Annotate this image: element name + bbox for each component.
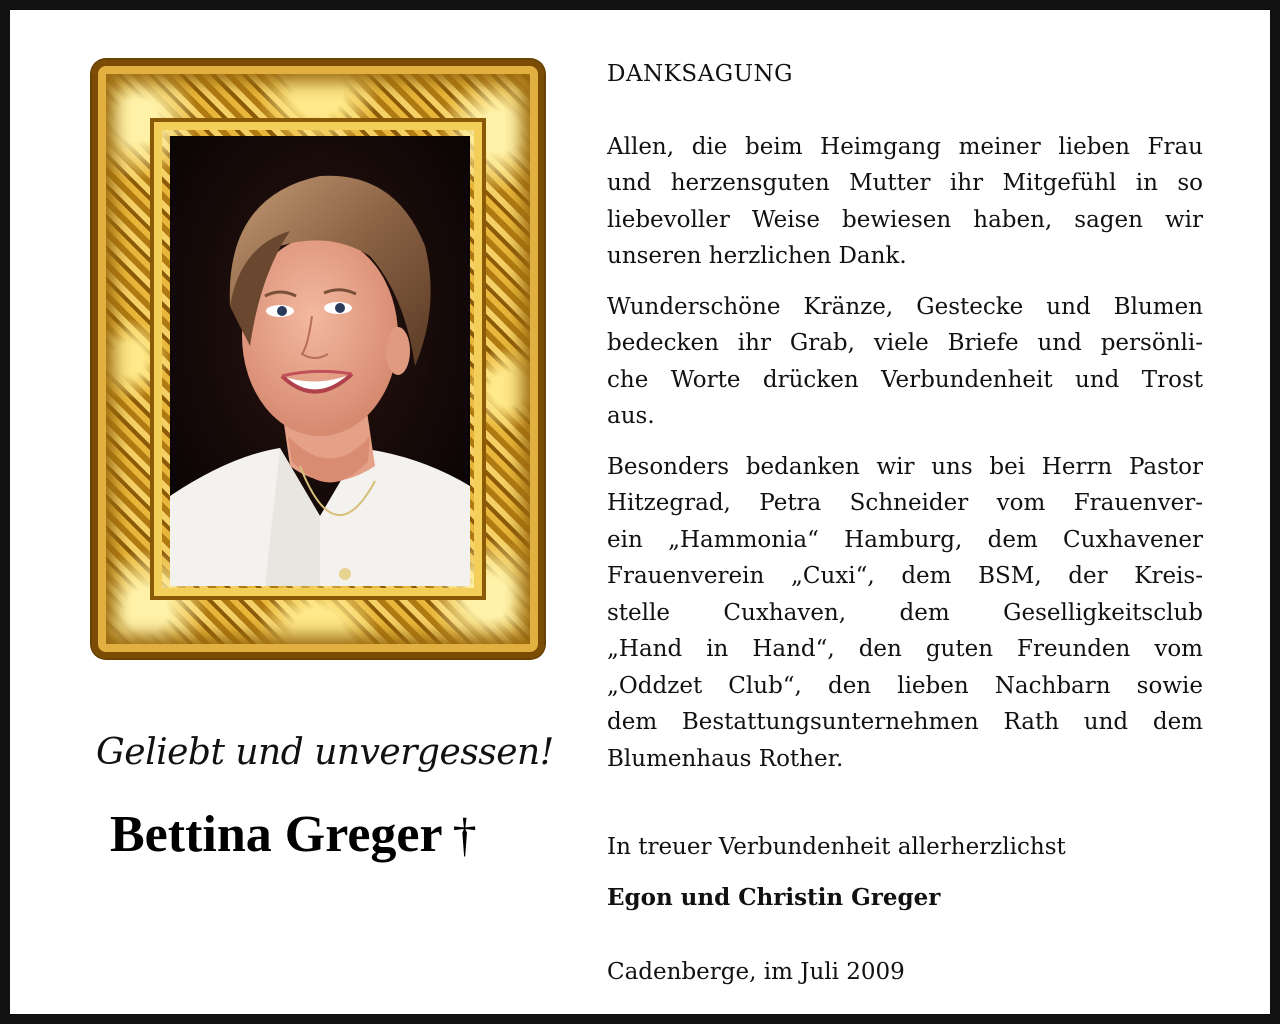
text-line: Blumenhaus Rother. bbox=[607, 745, 844, 772]
text-line: stelle Cuxhaven, dem Geselligkeitsclub bbox=[607, 599, 1203, 626]
text-line: dem Bestattungsunternehmen Rath und dem bbox=[607, 709, 1203, 735]
text-line: aus. bbox=[607, 403, 655, 429]
memorial-tagline: Geliebt und unvergessen! bbox=[96, 732, 554, 773]
closing-line: In treuer Verbundenheit allerherzlichst bbox=[607, 834, 1066, 860]
text-line: che Worte drücken Verbundenheit und Trost bbox=[607, 366, 1203, 393]
thank-you-text bbox=[607, 56, 1203, 991]
text-line: „Oddzet Club“, den lieben Nachbarn sowie bbox=[607, 672, 1203, 699]
paragraph-1 bbox=[607, 129, 1203, 275]
text-line: Allen, die beim Heimgang meiner lieben Frau bbox=[607, 133, 1203, 160]
text-line: Frauenverein „Cuxi“, dem BSM, der Kreis- bbox=[607, 563, 1203, 589]
text-line: „Hand in Hand“, den guten Freunden vom bbox=[607, 636, 1203, 662]
text-line: unseren herzlichen Dank. bbox=[607, 243, 907, 269]
portrait-photo bbox=[170, 136, 470, 586]
text-line: Besonders bedanken wir uns bei Herrn Pastor bbox=[607, 453, 1203, 480]
deceased-name bbox=[110, 805, 530, 864]
text-line: bedecken ihr Grab, viele Briefe und persönli- bbox=[607, 330, 1203, 356]
text-line: Wunderschöne Kränze, Gestecke und Blumen bbox=[607, 293, 1203, 320]
dagger-symbol: † bbox=[452, 809, 477, 862]
notice-heading: DANKSAGUNG bbox=[607, 61, 793, 87]
paragraph-3 bbox=[607, 449, 1203, 778]
text-line: liebevoller Weise bewiesen haben, sagen wir bbox=[607, 206, 1203, 233]
text-line: Hitzegrad, Petra Schneider vom Frauenver- bbox=[607, 490, 1203, 516]
paragraph-2 bbox=[607, 289, 1203, 435]
deceased-name-text: Bettina Greger bbox=[110, 806, 443, 863]
text-line: und herzensguten Mutter ihr Mitgefühl in so bbox=[607, 170, 1203, 196]
text-line: ein „Hammonia“ Hamburg, dem Cuxhavener bbox=[607, 526, 1203, 553]
place-and-date: Cadenberge, im Juli 2009 bbox=[607, 959, 905, 985]
signers: Egon und Christin Greger bbox=[607, 883, 941, 911]
